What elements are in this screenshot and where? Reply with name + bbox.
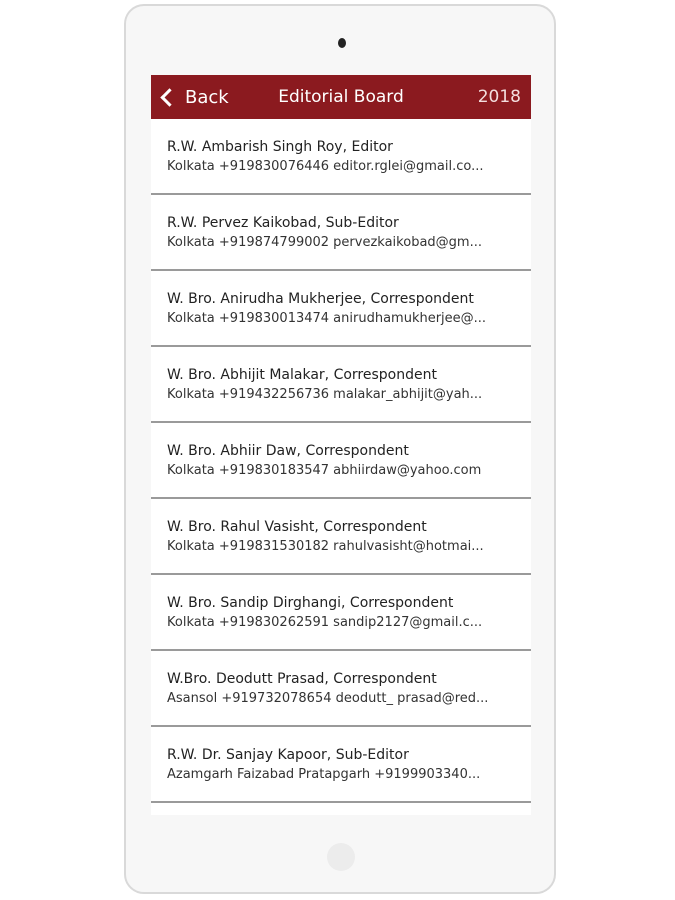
member-name: R.W. Dr. Sanjay Kapoor, Sub-Editor: [167, 746, 409, 763]
member-detail: Kolkata +919830013474 anirudhamukherjee@...: [167, 310, 487, 326]
member-detail: Kolkata +919830076446 editor.rglei@gmail.co...: [167, 158, 484, 174]
member-name: W.Bro. Deodutt Prasad, Correspondent: [167, 670, 437, 687]
list-item[interactable]: [151, 651, 531, 727]
list-item[interactable]: [151, 575, 531, 651]
list-item[interactable]: [151, 195, 531, 271]
list-item[interactable]: [151, 347, 531, 423]
member-name: W. Bro. Sandip Dirghangi, Correspondent: [167, 594, 454, 611]
member-list: [151, 119, 531, 803]
member-detail: Azamgarh Faizabad Pratapgarh +9199903340...: [167, 766, 481, 782]
list-item[interactable]: [151, 119, 531, 195]
app-bar: [151, 75, 531, 119]
member-name: W. Bro. Abhiir Daw, Correspondent: [167, 442, 409, 459]
member-name: W. Bro. Anirudha Mukherjee, Correspondent: [167, 290, 474, 307]
chevron-left-icon: [160, 88, 178, 106]
app-screen: [151, 75, 531, 815]
member-name: R.W. Ambarish Singh Roy, Editor: [167, 138, 393, 155]
camera-icon: [338, 38, 346, 48]
member-detail: Kolkata +919831530182 rahulvasisht@hotmai...: [167, 538, 484, 554]
member-detail: Kolkata +919874799002 pervezkaikobad@gm...: [167, 234, 482, 250]
list-item[interactable]: [151, 727, 531, 803]
list-item[interactable]: [151, 423, 531, 499]
page-title: Editorial Board: [278, 87, 404, 107]
member-detail: Kolkata +919830262591 sandip2127@gmail.c...: [167, 614, 483, 630]
member-detail: Asansol +919732078654 deodutt_ prasad@red...: [167, 690, 489, 706]
home-button[interactable]: [327, 843, 355, 871]
member-name: R.W. Pervez Kaikobad, Sub-Editor: [167, 214, 399, 231]
member-name: W. Bro. Rahul Vasisht, Correspondent: [167, 518, 427, 535]
list-item[interactable]: [151, 271, 531, 347]
member-detail: Kolkata +919830183547 abhiirdaw@yahoo.com: [167, 462, 482, 478]
member-detail: Kolkata +919432256736 malakar_abhijit@yah...: [167, 386, 483, 402]
year-label: 2018: [477, 87, 521, 107]
list-item[interactable]: [151, 499, 531, 575]
back-label: Back: [185, 86, 229, 108]
back-button[interactable]: [159, 75, 229, 119]
member-name: W. Bro. Abhijit Malakar, Correspondent: [167, 366, 437, 383]
